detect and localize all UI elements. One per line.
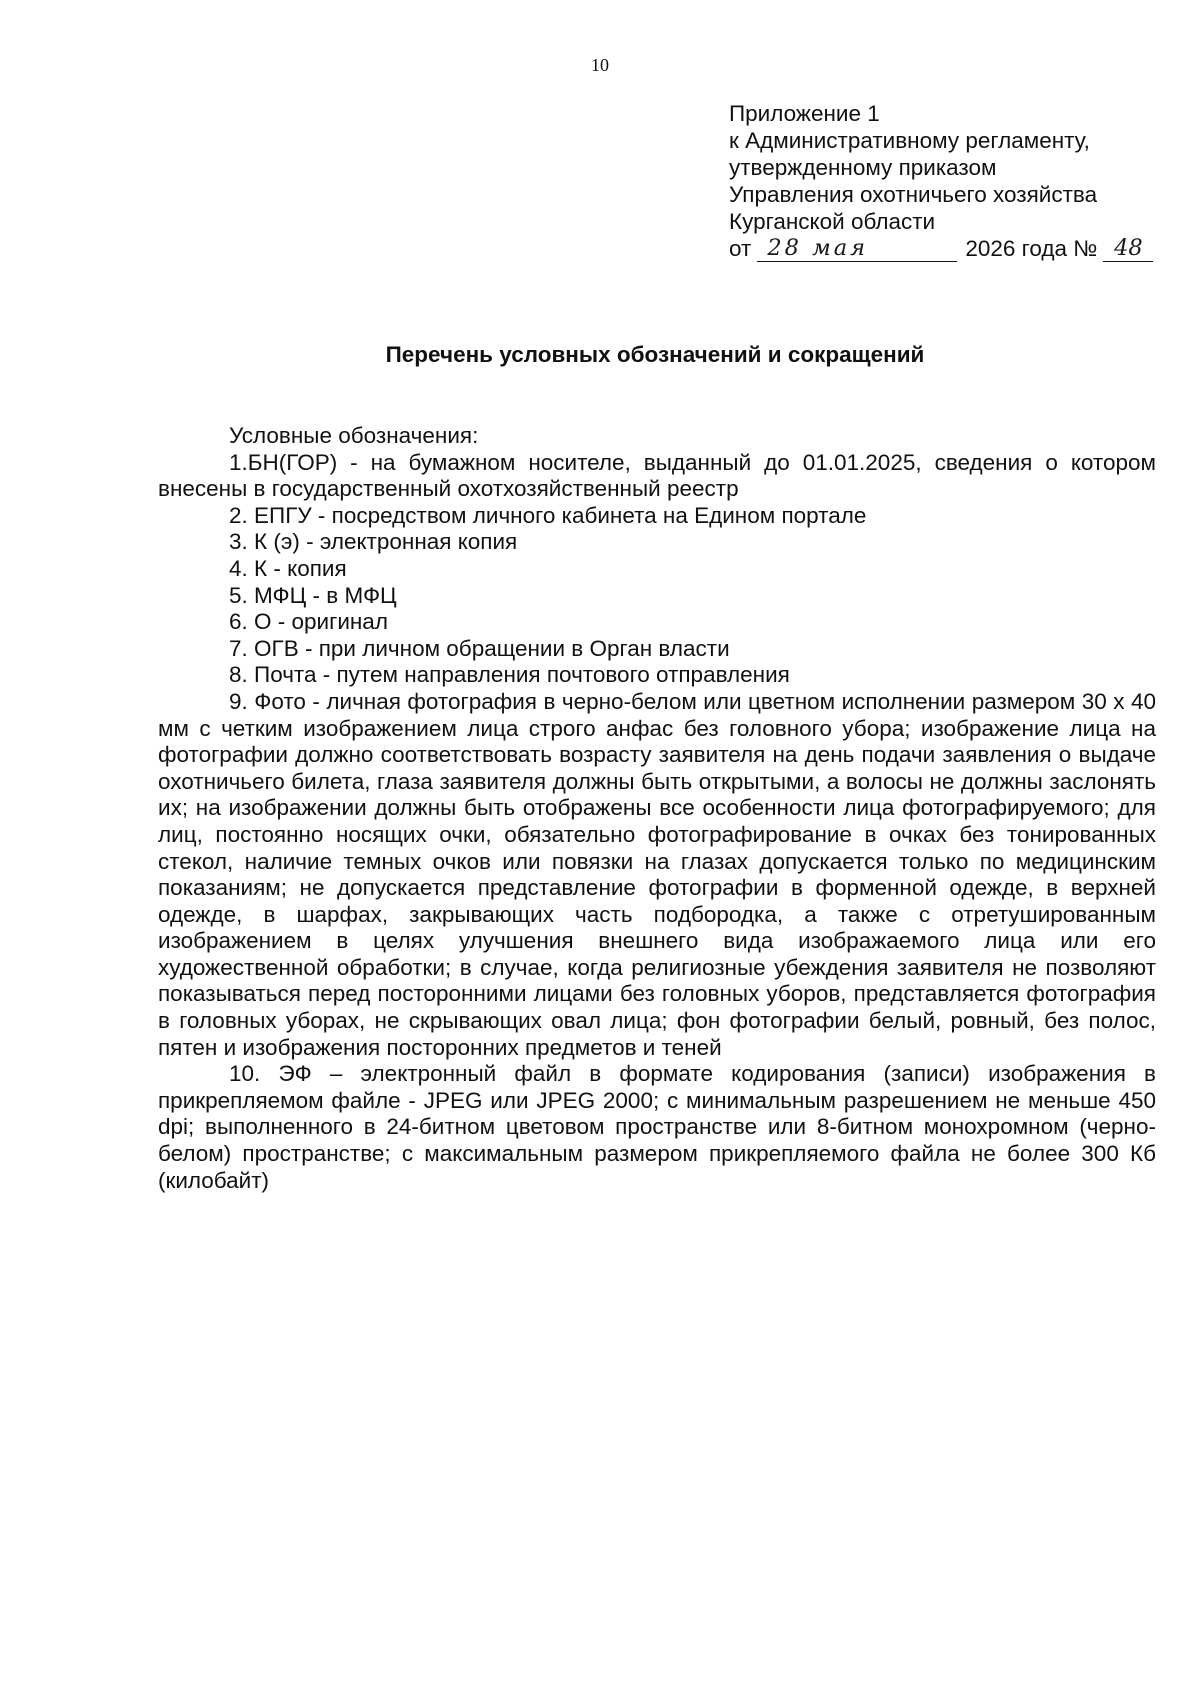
list-item: 10. ЭФ – электронный файл в формате кодирования (записи) изображения в прикрепляемом файле - JPEG или JPEG 2000; с минимальным разрешением не меньше 450 dpi; выполненного в 24-битном цветовом пространстве или 8-битном монохромном (черно-белом) пространстве; с максимальным размером прикрепляемого файла не более 300 Кб (килобайт) [158, 1061, 1156, 1193]
body-heading: Условные обозначения: [229, 423, 479, 448]
list-item: 2. ЕПГУ - посредством личного кабинета на Едином портале [229, 502, 867, 528]
year-text: 2026 года № [965, 236, 1098, 261]
appendix-date-line [729, 235, 1153, 262]
appendix-line-2: к Административному регламенту, [729, 128, 1090, 153]
document-title: Перечень условных обозначений и сокращений [385, 342, 925, 367]
appendix-line-5: Курганской области [729, 209, 936, 234]
list-item: 6. О - оригинал [229, 609, 388, 635]
appendix-block [729, 100, 1153, 262]
handwritten-number: 48 [1103, 235, 1153, 262]
appendix-line-1: Приложение 1 [729, 101, 880, 126]
list-item: 1.БН(ГОР) - на бумажном носителе, выданный до 01.01.2025, сведения о котором внесены в государственный охотхозяйственный реестр [158, 449, 1156, 502]
list-item: 5. МФЦ - в МФЦ [229, 582, 397, 608]
list-item: 9. Фото - личная фотография в черно-белом или цветном исполнении размером 30 х 40 мм с четким изображением лица строго анфас без головного убора; изображение лица на фотографии должно соответствовать возрасту заявителя на день подачи заявления о выдаче охотничьего билета, глаза заявителя должны быть открытыми, а волосы не должны заслонять их; на изображении должны быть отображены все особенности лица фотографируемого; для лиц, постоянно носящих очки, обязательно фотографирование в очках без тонированных стекол, наличие темных очков или повязки на глазах допускается только по медицинским показаниям; не допускается представление фотографии в форменной одежде, в верхней одежде, в шарфах, закрывающих часть подбородка, а также с отретушированным изображением в целях улучшения внешнего вида изображаемого лица или его художественной обработки; в случае, когда религиозные убеждения заявителя не позволяют показываться перед посторонними лицами без головных уборов, представляется фотография в головных уборах, не скрывающих овал лица; фон фотографии белый, ровный, без полос, пятен и изображения посторонних предметов и теней [158, 688, 1156, 1060]
list-item: 3. К (э) - электронная копия [229, 529, 518, 555]
date-prefix: от [729, 236, 752, 261]
list-item: 4. К - копия [229, 555, 347, 581]
document-body [158, 423, 1156, 1194]
page-number: 10 [591, 55, 609, 75]
list-item: 7. ОГВ - при личном обращении в Орган власти [229, 635, 730, 661]
appendix-line-3: утвержденному приказом [729, 155, 997, 180]
handwritten-date: 28 мая [757, 235, 957, 262]
list-item: 8. Почта - путем направления почтового отправления [229, 662, 790, 688]
appendix-line-4: Управления охотничьего хозяйства [729, 182, 1098, 207]
